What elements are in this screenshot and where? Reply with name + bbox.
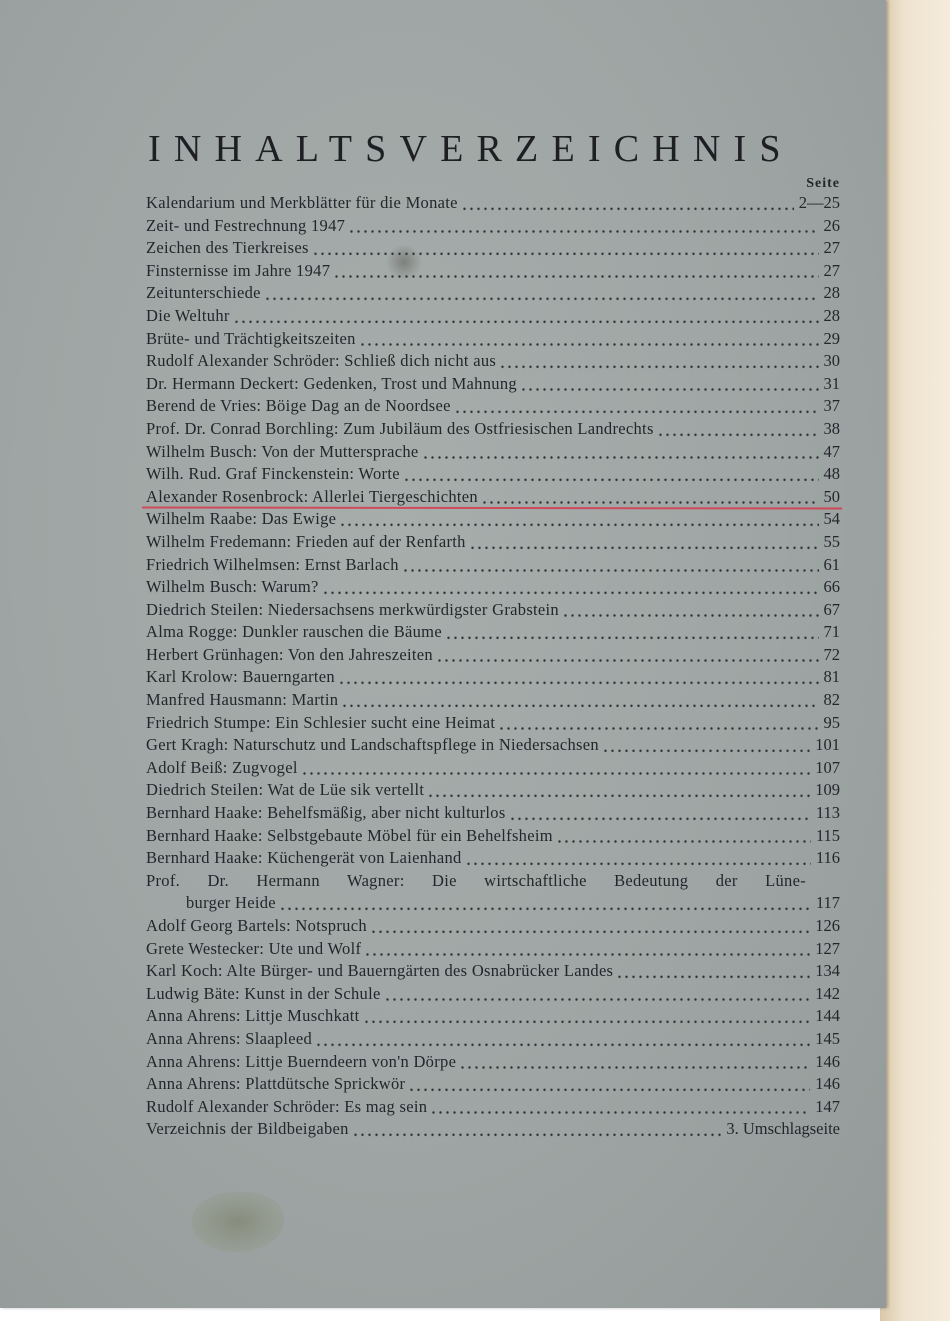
toc-entry-title: Diedrich Steilen: Niedersachsens merkwürdigster Grabstein bbox=[146, 599, 559, 619]
dot-leader bbox=[558, 825, 811, 848]
toc-entry-page: 3. Umschlagseite bbox=[726, 1119, 840, 1139]
toc-entry-title: Bernhard Haake: Küchengerät von Laienhand bbox=[146, 848, 462, 868]
toc-entry bbox=[146, 237, 840, 260]
toc-entry bbox=[146, 983, 840, 1006]
toc-entry bbox=[146, 554, 840, 577]
toc-entry bbox=[146, 689, 840, 712]
toc-entry bbox=[146, 463, 840, 486]
toc-entry bbox=[146, 395, 840, 418]
toc-entry-page: 30 bbox=[823, 351, 840, 371]
toc-entry bbox=[146, 757, 840, 780]
toc-entry-page: 82 bbox=[823, 690, 840, 710]
dot-leader bbox=[317, 1028, 810, 1051]
toc-entry-page: 26 bbox=[823, 215, 840, 235]
toc-entry bbox=[146, 1051, 840, 1074]
toc-entry bbox=[146, 644, 840, 667]
toc-entry-title: Alexander Rosenbrock: Allerlei Tiergeschichten bbox=[146, 486, 478, 506]
dot-leader bbox=[438, 644, 819, 667]
toc-entry-page: 126 bbox=[815, 916, 840, 935]
toc-entry-page: 55 bbox=[823, 531, 840, 551]
dot-leader bbox=[354, 1118, 722, 1141]
toc-entry-page: 81 bbox=[823, 667, 840, 687]
toc-entry-title: Wilhelm Busch: Von der Muttersprache bbox=[146, 441, 419, 461]
page-column-label: Seite bbox=[806, 176, 840, 191]
toc-entry-title: Karl Koch: Alte Bürger- und Bauerngärten des Osnabrücker Landes bbox=[146, 961, 614, 981]
toc-entry-title: Wilh. Rud. Graf Finckenstein: Worte bbox=[146, 464, 400, 484]
book-page-edge bbox=[880, 0, 950, 1321]
toc-entry bbox=[146, 915, 840, 938]
page-title: INHALTSVERZEICHNIS bbox=[148, 128, 794, 170]
toc-entry bbox=[146, 802, 840, 825]
dot-leader bbox=[386, 983, 811, 1006]
dot-leader bbox=[483, 486, 819, 509]
toc-entry-title: Die Weltuhr bbox=[146, 305, 230, 325]
toc-entry-page: 95 bbox=[823, 712, 840, 732]
dot-leader bbox=[266, 282, 819, 305]
toc-entry-page: 27 bbox=[823, 260, 840, 280]
toc-entry-title: Zeit- und Festrechnung 1947 bbox=[146, 215, 346, 235]
toc-entry-title: Wilhelm Fredemann: Frieden auf der Renfarth bbox=[146, 531, 466, 551]
toc-entry bbox=[146, 734, 840, 757]
dot-leader bbox=[335, 260, 818, 283]
dot-leader bbox=[471, 531, 819, 554]
dot-leader bbox=[366, 938, 810, 961]
dot-leader bbox=[410, 1073, 810, 1096]
toc-entry-title: Friedrich Stumpe: Ein Schlesier sucht eine Heimat bbox=[146, 712, 496, 732]
toc-entry-page: 147 bbox=[815, 1096, 840, 1116]
toc-entry-title: Diedrich Steilen: Wat de Lüe sik vertellt bbox=[146, 780, 425, 800]
toc-entry bbox=[146, 599, 840, 622]
toc-entry-title: Grete Westecker: Ute und Wolf bbox=[146, 938, 362, 958]
toc-entry-page: 109 bbox=[815, 780, 840, 800]
toc-entry-title: Wilhelm Busch: Warum? bbox=[146, 577, 319, 597]
dot-leader bbox=[463, 192, 794, 215]
toc-entry-page: 146 bbox=[815, 1051, 840, 1071]
toc-entry-continuation bbox=[146, 892, 840, 915]
toc-entry-title: Herbert Grünhagen: Von den Jahreszeiten bbox=[146, 644, 433, 664]
toc-entry-title: Kalendarium und Merkblätter für die Monate bbox=[146, 193, 458, 212]
toc-entry-page: 117 bbox=[815, 893, 840, 913]
toc-entry-page: 27 bbox=[823, 238, 840, 258]
toc-entry-title: Bernhard Haake: Behelfsmäßig, aber nicht kulturlos bbox=[146, 803, 506, 823]
dot-leader bbox=[500, 712, 818, 735]
dot-leader bbox=[341, 508, 818, 531]
toc-entry bbox=[146, 960, 840, 983]
dot-leader bbox=[604, 734, 810, 757]
dot-leader bbox=[314, 237, 819, 260]
toc-entry-page: 38 bbox=[823, 418, 840, 438]
dot-leader bbox=[365, 1005, 811, 1028]
dot-leader bbox=[340, 666, 819, 689]
toc-entry bbox=[146, 215, 840, 238]
toc-entry-title-cont: burger Heide bbox=[186, 893, 276, 913]
dot-leader bbox=[522, 373, 819, 396]
toc-entry-title: Anna Ahrens: Plattdütsche Sprickwör bbox=[146, 1074, 406, 1094]
toc-entry-page: 115 bbox=[815, 825, 840, 845]
toc-entry-page: 48 bbox=[823, 464, 840, 484]
toc-entry-title: Rudolf Alexander Schröder: Es mag sein bbox=[146, 1096, 428, 1116]
dot-leader bbox=[618, 960, 810, 983]
toc-entry-title: Bernhard Haake: Selbstgebaute Möbel für ein Behelfsheim bbox=[146, 825, 553, 845]
toc-entry bbox=[146, 847, 840, 870]
toc-entry-page: 54 bbox=[823, 509, 840, 529]
toc-entry-title: Anna Ahrens: Slaapleed bbox=[146, 1028, 313, 1048]
toc-entry bbox=[146, 1005, 840, 1028]
toc-entry-page: 72 bbox=[823, 644, 840, 664]
toc-entry bbox=[146, 870, 840, 893]
dot-leader bbox=[432, 1096, 810, 1119]
toc-entry-page: 61 bbox=[823, 554, 840, 574]
dot-leader bbox=[350, 215, 818, 238]
toc-entry-page: 50 bbox=[823, 486, 840, 506]
toc-entry-page: 66 bbox=[823, 577, 840, 597]
toc-entry bbox=[146, 508, 840, 531]
toc-entry-title: Verzeichnis der Bildbeigaben bbox=[146, 1119, 349, 1139]
toc-entry-page: 28 bbox=[823, 305, 840, 325]
dot-leader bbox=[447, 621, 819, 644]
toc-entry-title: Alma Rogge: Dunkler rauschen die Bäume bbox=[146, 622, 442, 642]
toc-entry bbox=[146, 192, 840, 215]
toc-entry bbox=[146, 825, 840, 848]
toc-entry bbox=[146, 486, 840, 509]
toc-entry-title: Anna Ahrens: Littje Muschkatt bbox=[146, 1006, 360, 1026]
toc-entry-page: 67 bbox=[823, 599, 840, 619]
toc-entry-page: 113 bbox=[815, 803, 840, 823]
dot-leader bbox=[372, 915, 810, 938]
toc-entry bbox=[146, 260, 840, 283]
toc-entry-title: Karl Krolow: Bauerngarten bbox=[146, 667, 335, 687]
toc-entry-page: 142 bbox=[815, 983, 840, 1003]
dot-leader bbox=[324, 576, 819, 599]
toc-entry-page: 116 bbox=[815, 848, 840, 868]
toc-entry-page: 101 bbox=[815, 735, 840, 755]
dot-leader bbox=[281, 892, 811, 915]
toc-entry bbox=[146, 1096, 840, 1119]
toc-entry-page: 31 bbox=[823, 373, 840, 393]
toc-entry bbox=[146, 938, 840, 961]
toc-entry bbox=[146, 1028, 840, 1051]
toc-entry bbox=[146, 666, 840, 689]
dot-leader bbox=[424, 441, 819, 464]
toc-entry-page: 47 bbox=[823, 441, 840, 461]
toc-entry-title: Friedrich Wilhelmsen: Ernst Barlach bbox=[146, 554, 399, 574]
dot-leader bbox=[467, 847, 811, 870]
dot-leader bbox=[456, 395, 819, 418]
dot-leader bbox=[511, 802, 811, 825]
dot-leader bbox=[405, 463, 819, 486]
toc-entry bbox=[146, 1118, 840, 1141]
toc-entry bbox=[146, 1073, 840, 1096]
toc-entry bbox=[146, 531, 840, 554]
dot-leader bbox=[659, 418, 819, 441]
toc-entry bbox=[146, 712, 840, 735]
toc-entry bbox=[146, 328, 840, 351]
water-stain bbox=[192, 1192, 284, 1252]
toc-entry-title: Prof. Dr. Conrad Borchling: Zum Jubiläum des Ostfriesischen Landrechts bbox=[146, 418, 654, 438]
toc-entry-title: Anna Ahrens: Littje Buerndeern von'n Dörpe bbox=[146, 1051, 457, 1071]
toc-entry bbox=[146, 418, 840, 441]
toc-entry-page: 144 bbox=[815, 1006, 840, 1026]
toc-entry-title: Prof. Dr. Hermann Wagner: Die wirtschaftliche Bedeutung der Lüne- bbox=[146, 870, 806, 890]
toc-entry-page: 146 bbox=[815, 1074, 840, 1094]
toc-entry bbox=[146, 350, 840, 373]
toc-entry bbox=[146, 441, 840, 464]
toc-entry bbox=[146, 576, 840, 599]
toc-entry-page: 145 bbox=[815, 1028, 840, 1048]
dot-leader bbox=[343, 689, 818, 712]
toc-entry bbox=[146, 779, 840, 802]
toc-entry-page: 107 bbox=[815, 757, 840, 777]
toc-entry bbox=[146, 305, 840, 328]
toc-entry-page: 127 bbox=[815, 938, 840, 958]
dot-leader bbox=[361, 328, 819, 351]
toc-entry-title: Brüte- und Trächtigkeitszeiten bbox=[146, 328, 356, 348]
dot-leader bbox=[429, 779, 810, 802]
toc-entry-page: 28 bbox=[823, 283, 840, 303]
toc-entry-page: 37 bbox=[823, 396, 840, 416]
toc-entry-page: 2—25 bbox=[798, 193, 840, 212]
toc-entry-title: Ludwig Bäte: Kunst in der Schule bbox=[146, 983, 381, 1003]
toc-entry-title: Berend de Vries: Böige Dag an de Noordsee bbox=[146, 396, 451, 416]
toc-entry bbox=[146, 282, 840, 305]
dot-leader bbox=[404, 554, 819, 577]
dot-leader bbox=[501, 350, 818, 373]
toc-entry-title: Rudolf Alexander Schröder: Schließ dich nicht aus bbox=[146, 351, 497, 371]
toc-entry-page: 134 bbox=[815, 961, 840, 981]
toc-entry-title: Zeichen des Tierkreises bbox=[146, 238, 309, 258]
dot-leader bbox=[564, 599, 819, 622]
toc-entry-title: Dr. Hermann Deckert: Gedenken, Trost und Mahnung bbox=[146, 373, 517, 393]
dot-leader bbox=[461, 1051, 810, 1074]
dot-leader bbox=[303, 757, 811, 780]
toc-entry-title: Finsternisse im Jahre 1947 bbox=[146, 260, 331, 280]
table-of-contents bbox=[146, 192, 840, 1141]
toc-entry-page: 29 bbox=[823, 328, 840, 348]
toc-entry-title: Gert Kragh: Naturschutz und Landschaftspflege in Niedersachsen bbox=[146, 735, 599, 755]
toc-entry bbox=[146, 621, 840, 644]
toc-entry-title: Manfred Hausmann: Martin bbox=[146, 690, 339, 710]
toc-entry bbox=[146, 373, 840, 396]
toc-entry-title: Adolf Georg Bartels: Notspruch bbox=[146, 916, 367, 935]
dot-leader bbox=[235, 305, 819, 328]
toc-entry-title: Adolf Beiß: Zugvogel bbox=[146, 757, 298, 777]
toc-entry-title: Zeitunterschiede bbox=[146, 283, 261, 303]
toc-entry-title: Wilhelm Raabe: Das Ewige bbox=[146, 509, 337, 529]
toc-entry-page: 71 bbox=[823, 622, 840, 642]
